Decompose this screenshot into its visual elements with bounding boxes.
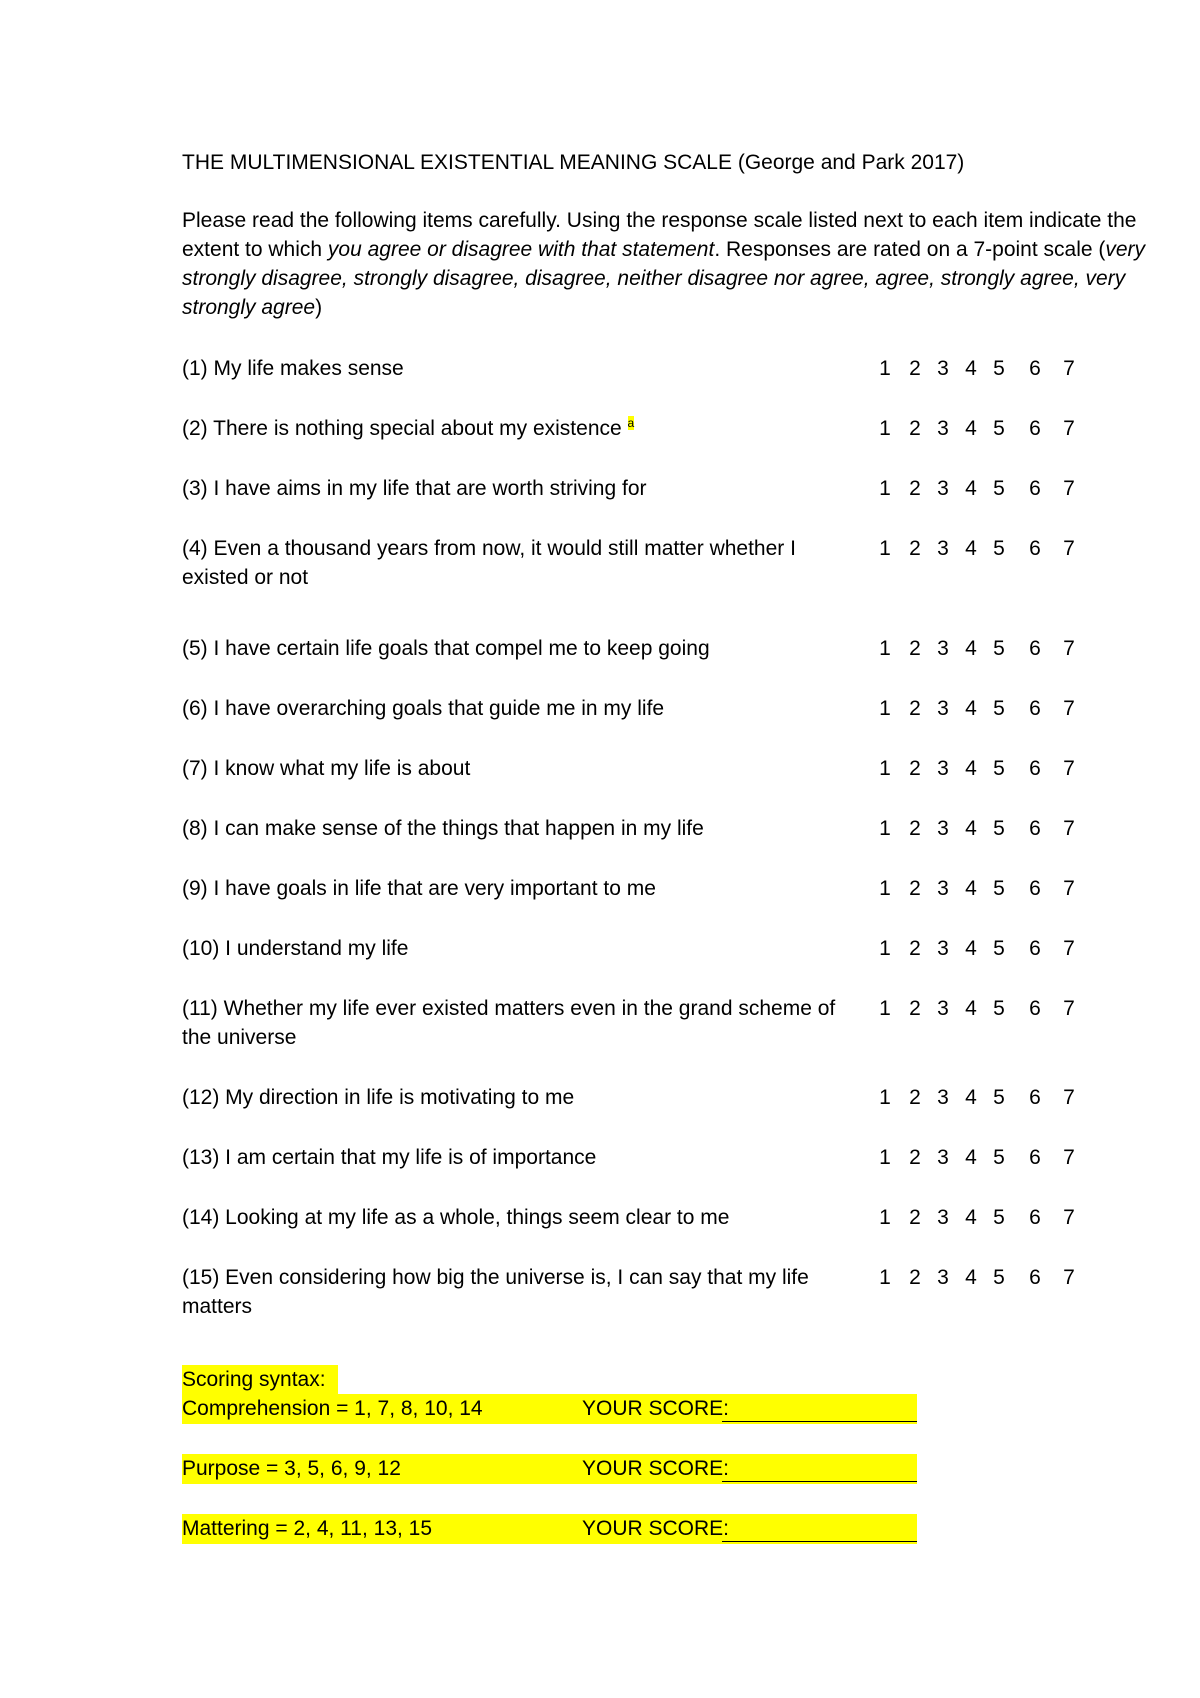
score-blank-field[interactable]: [722, 1454, 917, 1482]
score-row: [182, 1394, 917, 1424]
scale-option-3[interactable]: 3: [937, 937, 949, 960]
scale-option-6[interactable]: 6: [1029, 417, 1041, 440]
scale-option-2[interactable]: 2: [909, 1206, 921, 1229]
instructions-text-1: Please read the following items carefully. Using the response scale listed next to each item indicate the extent to which: [182, 209, 1137, 261]
scale-option-6[interactable]: 6: [1029, 1266, 1041, 1289]
score-row: [182, 1454, 917, 1484]
subscale-label: Mattering = 2, 4, 11, 13, 15: [182, 1517, 433, 1540]
item-statement: (6) I have overarching goals that guide me in my life: [182, 697, 665, 720]
response-scale: [860, 1203, 1090, 1232]
scale-option-6[interactable]: 6: [1029, 1206, 1041, 1229]
scale-option-4[interactable]: 4: [965, 877, 977, 900]
scale-option-3[interactable]: 3: [937, 697, 949, 720]
response-scale: [860, 934, 1090, 963]
scale-option-3[interactable]: 3: [937, 1206, 949, 1229]
scale-option-2[interactable]: 2: [909, 1146, 921, 1169]
scale-option-2[interactable]: 2: [909, 1086, 921, 1109]
scale-option-3[interactable]: 3: [937, 637, 949, 660]
scale-option-4[interactable]: 4: [965, 697, 977, 720]
item-statement: (14) Looking at my life as a whole, things seem clear to me: [182, 1206, 730, 1229]
scale-option-5[interactable]: 5: [993, 1086, 1005, 1109]
scale-option-4[interactable]: 4: [965, 937, 977, 960]
response-scale: [860, 474, 1090, 503]
scale-option-7[interactable]: 7: [1063, 1206, 1075, 1229]
scale-option-3[interactable]: 3: [937, 417, 949, 440]
scale-option-2[interactable]: 2: [909, 357, 921, 380]
item-text: [182, 1263, 862, 1321]
scale-option-2[interactable]: 2: [909, 477, 921, 500]
instructions: [182, 206, 1182, 322]
scale-option-2[interactable]: 2: [909, 997, 921, 1020]
scale-option-7[interactable]: 7: [1063, 1266, 1075, 1289]
item-text: [182, 1203, 862, 1232]
scale-option-5[interactable]: 5: [993, 937, 1005, 960]
scale-option-6[interactable]: 6: [1029, 697, 1041, 720]
response-scale: [860, 874, 1090, 903]
item-statement: (3) I have aims in my life that are worth striving for: [182, 477, 647, 500]
response-scale: [860, 414, 1090, 443]
scale-option-2[interactable]: 2: [909, 757, 921, 780]
score-row-highlight: [182, 1394, 917, 1424]
scale-option-1[interactable]: 1: [879, 1146, 891, 1169]
scale-option-5[interactable]: 5: [993, 697, 1005, 720]
scale-option-7[interactable]: 7: [1063, 1146, 1075, 1169]
item-statement: (5) I have certain life goals that compel me to keep going: [182, 637, 710, 660]
score-blank-field[interactable]: [722, 1514, 917, 1542]
scale-option-1[interactable]: 1: [879, 537, 891, 560]
response-scale: [860, 994, 1090, 1023]
item-text: [182, 934, 862, 963]
scale-option-1[interactable]: 1: [879, 757, 891, 780]
score-blank-field[interactable]: [722, 1394, 917, 1422]
item-statement: (9) I have goals in life that are very important to me: [182, 877, 656, 900]
scale-option-5[interactable]: 5: [993, 817, 1005, 840]
item-statement: (12) My direction in life is motivating to me: [182, 1086, 575, 1109]
your-score-label: YOUR SCORE:: [582, 1397, 730, 1420]
scale-option-1[interactable]: 1: [879, 1266, 891, 1289]
response-scale: [860, 534, 1090, 563]
item-text: [182, 414, 862, 443]
scale-option-7[interactable]: 7: [1063, 817, 1075, 840]
item-text: [182, 1083, 862, 1112]
item-text: [182, 354, 862, 383]
footnote-marker: a: [627, 416, 635, 430]
scale-option-1[interactable]: 1: [879, 357, 891, 380]
item-text: [182, 814, 862, 843]
scale-option-5[interactable]: 5: [993, 1206, 1005, 1229]
subscale-label: Comprehension = 1, 7, 8, 10, 14: [182, 1397, 483, 1420]
scale-option-1[interactable]: 1: [879, 637, 891, 660]
item-statement: (15) Even considering how big the universe is, I can say that my life matters: [182, 1266, 809, 1318]
scale-option-5[interactable]: 5: [993, 477, 1005, 500]
scale-option-7[interactable]: 7: [1063, 357, 1075, 380]
scale-option-5[interactable]: 5: [993, 1266, 1005, 1289]
scale-option-7[interactable]: 7: [1063, 477, 1075, 500]
scale-option-6[interactable]: 6: [1029, 817, 1041, 840]
scoring-section: [182, 1365, 917, 1395]
scale-option-1[interactable]: 1: [879, 417, 891, 440]
scale-option-6[interactable]: 6: [1029, 997, 1041, 1020]
scale-option-4[interactable]: 4: [965, 1206, 977, 1229]
scale-option-6[interactable]: 6: [1029, 637, 1041, 660]
scale-option-2[interactable]: 2: [909, 877, 921, 900]
scale-option-1[interactable]: 1: [879, 697, 891, 720]
scale-option-6[interactable]: 6: [1029, 757, 1041, 780]
scale-option-3[interactable]: 3: [937, 357, 949, 380]
item-text: [182, 694, 862, 723]
item-statement: (4) Even a thousand years from now, it would still matter whether I existed or not: [182, 537, 796, 589]
score-row-highlight: [182, 1454, 917, 1484]
your-score-label: YOUR SCORE:: [582, 1517, 730, 1540]
scale-option-7[interactable]: 7: [1063, 1086, 1075, 1109]
scale-option-6[interactable]: 6: [1029, 357, 1041, 380]
your-score-label: YOUR SCORE:: [582, 1457, 730, 1480]
scale-option-3[interactable]: 3: [937, 997, 949, 1020]
response-scale: [860, 814, 1090, 843]
scale-option-4[interactable]: 4: [965, 537, 977, 560]
instructions-text-2: . Responses are rated on a 7-point scale (: [714, 238, 1106, 261]
scale-option-3[interactable]: 3: [937, 477, 949, 500]
scale-option-7[interactable]: 7: [1063, 757, 1075, 780]
scale-option-6[interactable]: 6: [1029, 537, 1041, 560]
subscale-label: Purpose = 3, 5, 6, 9, 12: [182, 1457, 401, 1480]
instructions-italic-2: very strongly disagree, strongly disagree, disagree, neither disagree nor agree, agree, strongly agree, very strongly agree: [182, 238, 1146, 319]
scale-option-4[interactable]: 4: [965, 477, 977, 500]
scale-option-4[interactable]: 4: [965, 757, 977, 780]
scale-option-7[interactable]: 7: [1063, 697, 1075, 720]
scale-option-2[interactable]: 2: [909, 637, 921, 660]
scale-option-7[interactable]: 7: [1063, 997, 1075, 1020]
scale-option-3[interactable]: 3: [937, 537, 949, 560]
response-scale: [860, 694, 1090, 723]
scale-option-2[interactable]: 2: [909, 1266, 921, 1289]
scale-option-5[interactable]: 5: [993, 757, 1005, 780]
instructions-italic-1: you agree or disagree with that statement: [327, 238, 715, 261]
scale-option-7[interactable]: 7: [1063, 877, 1075, 900]
document-title: THE MULTIMENSIONAL EXISTENTIAL MEANING SCALE (George and Park 2017): [182, 151, 965, 174]
scale-option-5[interactable]: 5: [993, 417, 1005, 440]
scale-option-6[interactable]: 6: [1029, 877, 1041, 900]
item-statement: (8) I can make sense of the things that happen in my life: [182, 817, 704, 840]
response-scale: [860, 1263, 1090, 1292]
scale-option-1[interactable]: 1: [879, 477, 891, 500]
scale-option-3[interactable]: 3: [937, 877, 949, 900]
response-scale: [860, 754, 1090, 783]
scale-option-1[interactable]: 1: [879, 877, 891, 900]
scale-option-5[interactable]: 5: [993, 997, 1005, 1020]
score-row: [182, 1514, 917, 1544]
item-statement: (13) I am certain that my life is of importance: [182, 1146, 597, 1169]
scale-option-4[interactable]: 4: [965, 817, 977, 840]
scale-option-2[interactable]: 2: [909, 697, 921, 720]
response-scale: [860, 1083, 1090, 1112]
item-statement: (1) My life makes sense: [182, 357, 404, 380]
scoring-heading-row: [182, 1365, 338, 1395]
scale-option-1[interactable]: 1: [879, 937, 891, 960]
item-statement: (2) There is nothing special about my existence: [182, 417, 628, 440]
scale-option-2[interactable]: 2: [909, 937, 921, 960]
scale-option-6[interactable]: 6: [1029, 1146, 1041, 1169]
item-text: [182, 994, 862, 1052]
scale-option-4[interactable]: 4: [965, 1266, 977, 1289]
scale-option-4[interactable]: 4: [965, 357, 977, 380]
item-statement: (7) I know what my life is about: [182, 757, 471, 780]
scale-option-7[interactable]: 7: [1063, 537, 1075, 560]
scale-option-1[interactable]: 1: [879, 1086, 891, 1109]
item-text: [182, 754, 862, 783]
scale-option-2[interactable]: 2: [909, 417, 921, 440]
item-statement: (11) Whether my life ever existed matters even in the grand scheme of the universe: [182, 997, 836, 1049]
scale-option-3[interactable]: 3: [937, 757, 949, 780]
scale-option-6[interactable]: 6: [1029, 937, 1041, 960]
item-statement: (10) I understand my life: [182, 937, 409, 960]
instructions-text-3: ): [315, 296, 323, 319]
scale-option-1[interactable]: 1: [879, 997, 891, 1020]
scale-option-3[interactable]: 3: [937, 817, 949, 840]
scoring-heading: Scoring syntax:: [182, 1368, 326, 1391]
item-text: [182, 534, 862, 592]
scale-option-2[interactable]: 2: [909, 537, 921, 560]
item-text: [182, 874, 862, 903]
scale-option-1[interactable]: 1: [879, 1206, 891, 1229]
scale-option-5[interactable]: 5: [993, 357, 1005, 380]
response-scale: [860, 634, 1090, 663]
scale-option-6[interactable]: 6: [1029, 1086, 1041, 1109]
item-text: [182, 634, 862, 663]
scale-option-4[interactable]: 4: [965, 997, 977, 1020]
scale-option-3[interactable]: 3: [937, 1266, 949, 1289]
score-row-highlight: [182, 1514, 917, 1544]
scale-option-4[interactable]: 4: [965, 637, 977, 660]
scale-option-5[interactable]: 5: [993, 637, 1005, 660]
scale-option-5[interactable]: 5: [993, 537, 1005, 560]
scale-option-2[interactable]: 2: [909, 817, 921, 840]
scale-option-1[interactable]: 1: [879, 817, 891, 840]
response-scale: [860, 354, 1090, 383]
item-text: [182, 1143, 862, 1172]
scale-option-4[interactable]: 4: [965, 1146, 977, 1169]
scale-option-6[interactable]: 6: [1029, 477, 1041, 500]
scale-option-7[interactable]: 7: [1063, 937, 1075, 960]
scale-option-4[interactable]: 4: [965, 417, 977, 440]
item-text: [182, 474, 862, 503]
scale-option-7[interactable]: 7: [1063, 637, 1075, 660]
scale-option-7[interactable]: 7: [1063, 417, 1075, 440]
scale-option-5[interactable]: 5: [993, 877, 1005, 900]
scale-option-4[interactable]: 4: [965, 1086, 977, 1109]
response-scale: [860, 1143, 1090, 1172]
scale-option-3[interactable]: 3: [937, 1086, 949, 1109]
scale-option-5[interactable]: 5: [993, 1146, 1005, 1169]
scale-option-3[interactable]: 3: [937, 1146, 949, 1169]
